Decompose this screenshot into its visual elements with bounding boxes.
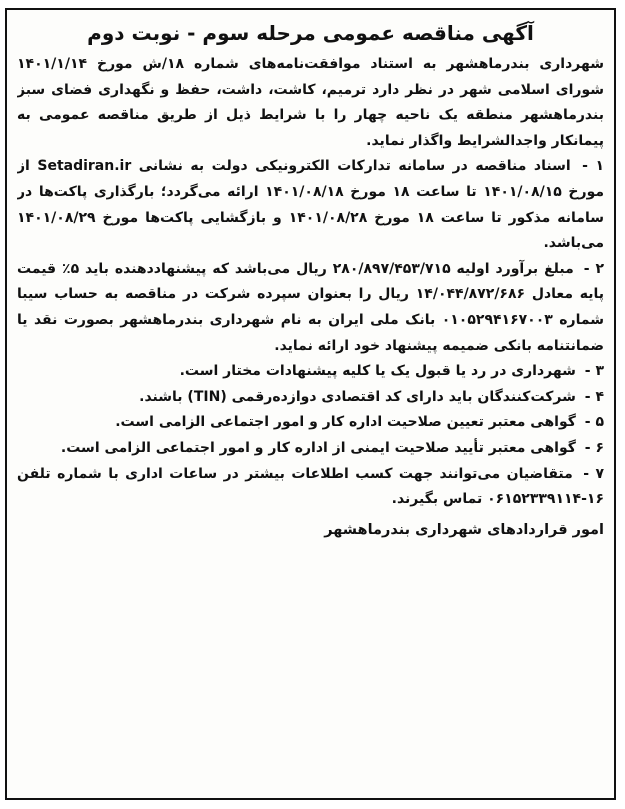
item-number: ۷ -: [583, 465, 604, 482]
item-text: اسناد مناقصه در سامانه تدارکات الکترونیکی دولت به نشانی Setadiran.ir از مورخ ۱۴۰۱/۰۸/۱۵ تا ساعت ۱۸ مورخ ۱۴۰۱/۰۸/۱۸ ارائه می‌گردد؛ بارگذاری پاکت‌ها در سامانه مذکور تا ساعت ۱۸ مورخ ۱۴۰۱/۰۸/۲۸ و بازگشایی پاکت‌ها مورخ ۱۴۰۱/۰۸/۲۹ می‌باشد.: [17, 158, 604, 252]
item-text: گواهی معتبر تعیین صلاحیت اداره کار و امور اجتماعی الزامی است.: [115, 414, 576, 431]
item-number: ۲ -: [583, 260, 604, 277]
item-number: ۶ -: [584, 439, 604, 456]
notice-title: آگهی مناقصه عمومی مرحله سوم - نوبت دوم: [87, 21, 534, 45]
notice-footer: امور قراردادهای شهرداری بندرماهشهر: [324, 521, 604, 538]
notice-item-5: [17, 410, 604, 436]
notice-item-2: [17, 257, 604, 359]
notice-frame: [5, 8, 616, 800]
item-text: گواهی معتبر تأیید صلاحیت ایمنی از اداره کار و امور اجتماعی الزامی است.: [60, 439, 576, 456]
item-number: ۵ -: [584, 414, 604, 431]
item-text: شهرداری در رد یا قبول یک یا کلیه پیشنهادات مختار است.: [179, 363, 576, 380]
item-number: ۳ -: [584, 363, 604, 380]
notice-item-7: [17, 462, 604, 513]
notice-intro: شهرداری بندرماهشهر به استناد موافقت‌نامه‌های شماره ۱۸/ش مورخ ۱۴۰۱/۱/۱۴ شورای اسلامی شهر در نظر دارد ترمیم، کاشت، داشت، حفظ و نگهداری فضای سبز بندرماهشهر منطقه یک ناحیه چهار را با شرایط ذیل از طریق مناقصه عمومی به پیمانکار واجدالشرایط واگذار نماید.: [17, 56, 604, 149]
notice-item-3: [17, 359, 604, 385]
item-text: مبلغ برآورد اولیه ۲۸۰/۸۹۷/۴۵۳/۷۱۵ ریال می‌باشد که پیشنهاددهنده باید ۵٪ قیمت پایه معادل ۱۴/۰۴۴/۸۷۲/۶۸۶ ریال را بعنوان سپرده شرکت در مناقصه به حساب سیبا شماره ۰۱۰۵۲۹۴۱۶۷۰۰۳ بانک ملی ایران به نام شهرداری بندرماهشهر بصورت نقد یا ضمانتنامه بانکی ضمیمه پیشنهاد خود ارائه نماید.: [17, 260, 604, 354]
item-text: متقاضیان می‌توانند جهت کسب اطلاعات بیشتر در ساعات اداری با شماره تلفن ۱۶-۰۶۱۵۲۳۳۹۱۱۴ تماس بگیرند.: [17, 465, 604, 508]
notice-item-6: [17, 436, 604, 462]
item-text: شرکت‌کنندگان باید دارای کد اقتصادی دوازده‌رقمی (TIN) باشند.: [139, 388, 576, 405]
notice-item-4: [17, 385, 604, 411]
notice-item-1: [17, 154, 604, 256]
item-number: ۴ -: [584, 388, 604, 405]
notice-content: [17, 16, 604, 792]
item-number: ۱ -: [582, 158, 604, 175]
